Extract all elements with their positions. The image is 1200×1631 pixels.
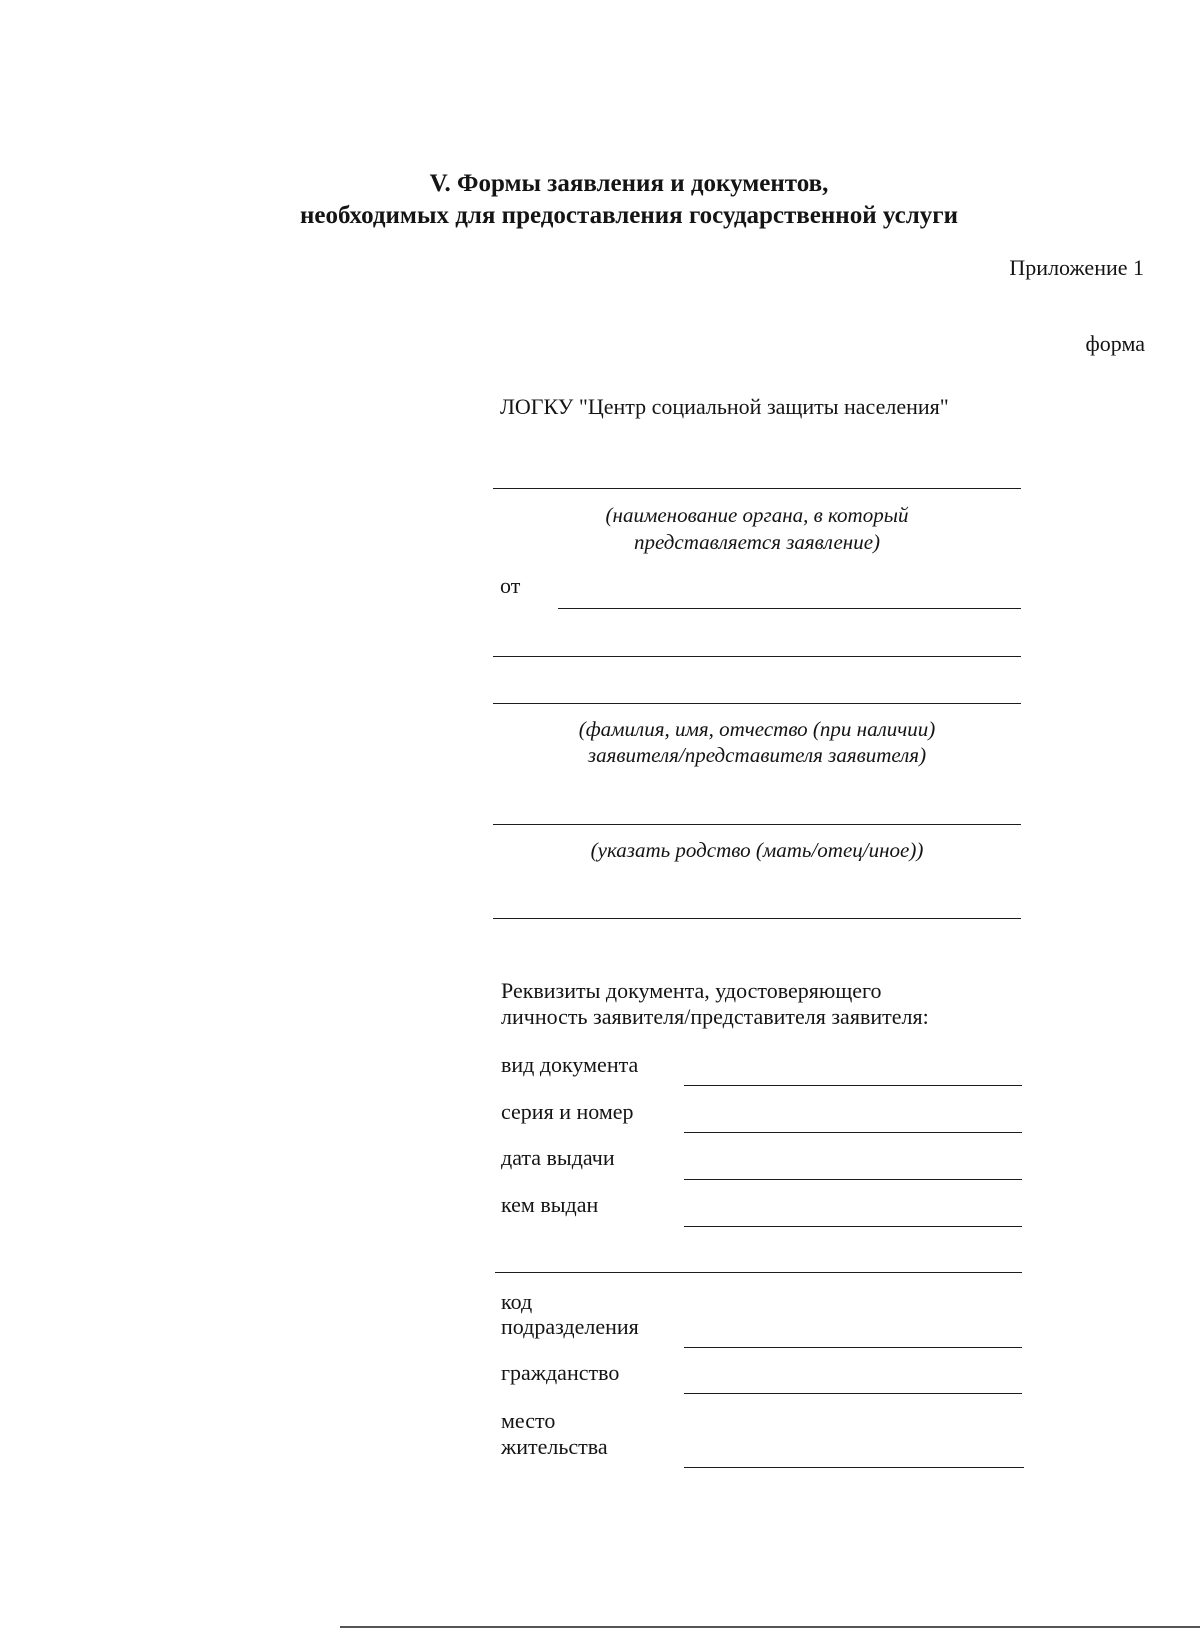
applicant-hint-line2: заявителя/представителя заявителя) [587, 743, 927, 767]
issue-date-label: дата выдачи [501, 1145, 615, 1170]
residence-label-line2: жительства [501, 1434, 608, 1459]
organization-hint-line1: (наименование органа, в который [605, 503, 909, 527]
applicant-hint-line1: (фамилия, имя, отчество (при наличии) [578, 717, 936, 741]
applicant-name-line3[interactable] [493, 703, 1021, 704]
citizenship-label: гражданство [501, 1360, 620, 1385]
kinship-hint: (указать родство (мать/отец/иное)) [590, 838, 924, 862]
section-title-line1: V. Формы заявления и документов, [429, 170, 829, 197]
division-code-label-line2: подразделения [501, 1314, 639, 1339]
series-number-field-line[interactable] [684, 1132, 1022, 1133]
kinship-field-line[interactable] [493, 824, 1021, 825]
form-label: форма [1085, 331, 1145, 356]
id-doc-heading-line1: Реквизиты документа, удостоверяющего [501, 978, 882, 1003]
division-code-field-line[interactable] [684, 1347, 1022, 1348]
division-code-label-line1: код [501, 1289, 533, 1314]
doc-type-label: вид документа [501, 1052, 639, 1077]
citizenship-field-line[interactable] [684, 1393, 1022, 1394]
appendix-label: Приложение 1 [1009, 255, 1144, 280]
scan-bottom-edge [340, 1626, 1200, 1628]
extra-field-line[interactable] [493, 918, 1021, 919]
applicant-name-line1[interactable] [558, 608, 1021, 609]
residence-field-line[interactable] [684, 1467, 1024, 1468]
from-label: от [500, 573, 521, 598]
issued-by-field-line1[interactable] [684, 1226, 1022, 1227]
organization-field-line[interactable] [493, 488, 1021, 489]
residence-label-line1: место [501, 1408, 556, 1433]
organization-name: ЛОГКУ "Центр социальной защиты населения" [500, 394, 949, 419]
id-doc-heading-line2: личность заявителя/представителя заявителя: [501, 1004, 929, 1029]
issued-by-field-line2[interactable] [495, 1272, 1022, 1273]
issue-date-field-line[interactable] [684, 1179, 1022, 1180]
organization-hint-line2: представляется заявление) [633, 530, 881, 554]
doc-type-field-line[interactable] [684, 1085, 1022, 1086]
applicant-name-line2[interactable] [493, 656, 1021, 657]
section-title-line2: необходимых для предоставления государственной услуги [300, 202, 958, 229]
series-number-label: серия и номер [501, 1099, 634, 1124]
issued-by-label: кем выдан [501, 1192, 599, 1217]
